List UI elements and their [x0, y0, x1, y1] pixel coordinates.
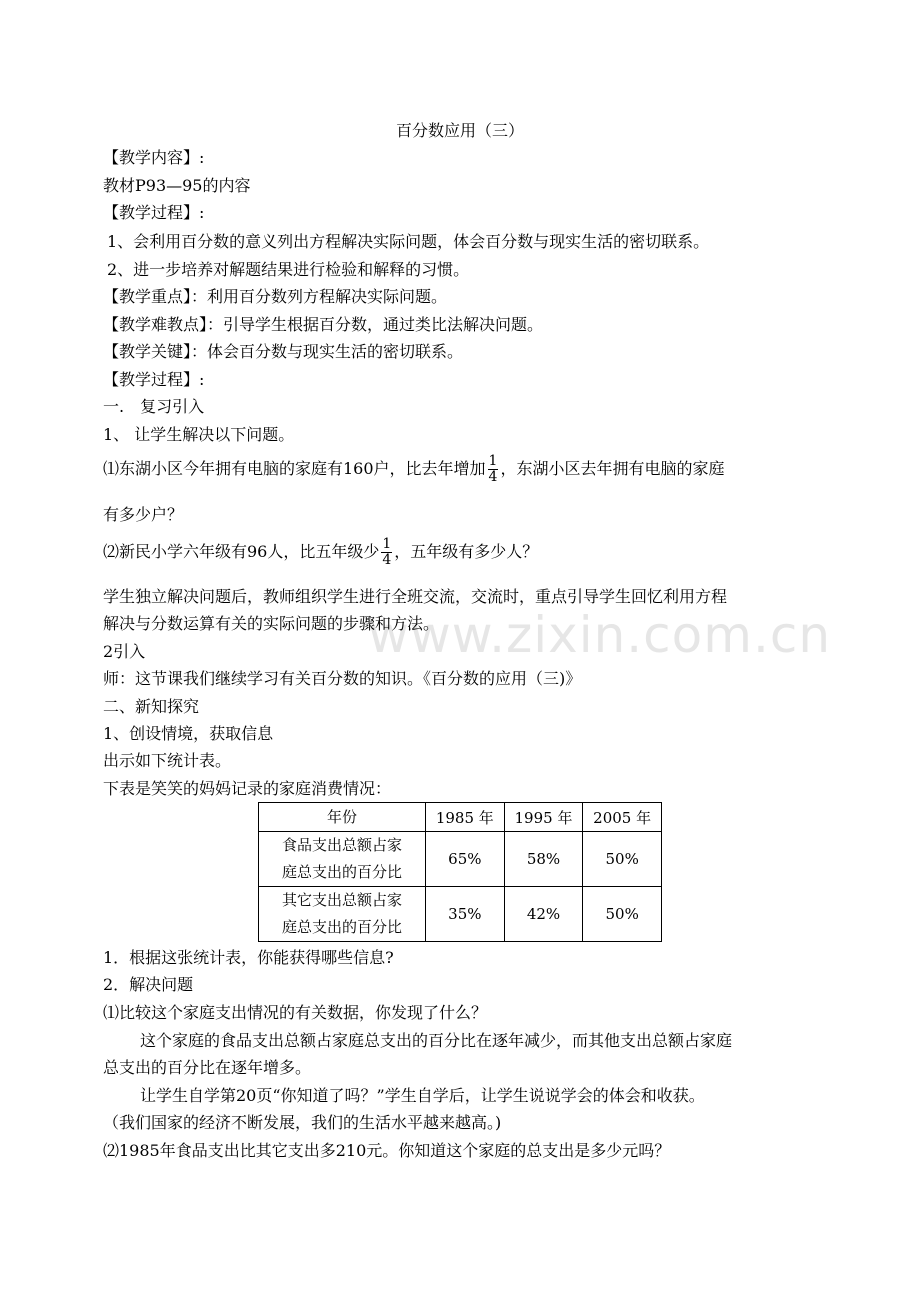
- section-heading-process: 【教学过程】:: [103, 203, 205, 222]
- table-cell: 65%: [426, 832, 505, 887]
- table-cell: 50%: [583, 832, 662, 887]
- difficult-point: 【教学难教点】：引导学生根据百分数，通过类比法解决问题。: [103, 315, 544, 334]
- page-title: 百分数应用（三）: [395, 121, 524, 140]
- table-row: [259, 887, 662, 942]
- table-cell: 50%: [583, 887, 662, 942]
- text-line: 2引入: [103, 642, 146, 661]
- table-row-label: 食品支出总额占家 庭总支出的百分比: [259, 832, 426, 887]
- table-header-cell: 1985 年: [426, 803, 505, 832]
- table-row-label: 其它支出总额占家 庭总支出的百分比: [259, 887, 426, 942]
- table-cell: 42%: [504, 887, 583, 942]
- text-line: 这个家庭的食品支出总额占家庭总支出的百分比在逐年减少，而其他支出总额占家庭: [140, 1031, 733, 1050]
- text-line: ⑴比较这个家庭支出情况的有关数据，你发现了什么？: [103, 1003, 488, 1022]
- text-line: ⑵1985年食品支出比其它支出多210元。你知道这个家庭的总支出是多少元吗？: [103, 1141, 671, 1160]
- question-2-part-b: ，五年级有多少人？: [394, 542, 539, 561]
- objective-1: 1、会利用百分数的意义列出方程解决实际问题，体会百分数与现实生活的密切联系。: [107, 232, 710, 251]
- text-line: 总支出的百分比在逐年增多。: [103, 1058, 312, 1077]
- question-1-continued: 有多少户？: [103, 505, 184, 524]
- text-line: 1、 让学生解决以下问题。: [103, 425, 295, 444]
- text-line: 让学生自学第20页“你知道了吗？”学生自学后，让学生说说学会的体会和收获。: [140, 1086, 705, 1105]
- table-header-cell: 2005 年: [583, 803, 662, 832]
- question-1-part-a: ⑴东湖小区今年拥有电脑的家庭有160户，比去年增加: [103, 459, 486, 478]
- question-1-part-b: ，东湖小区去年拥有电脑的家庭: [500, 459, 725, 478]
- text-line: 出示如下统计表。: [103, 751, 232, 770]
- question-2-part-a: ⑵新民小学六年级有96人，比五年级少: [103, 542, 380, 561]
- objective-2: 2、进一步培养对解题结果进行检验和解释的习惯。: [107, 260, 470, 279]
- key-point: 【教学重点】：利用百分数列方程解决实际问题。: [103, 287, 448, 306]
- text-line: 师：这节课我们继续学习有关百分数的知识。《百分数的应用（三)》: [103, 669, 582, 688]
- watermark: www.zixin.com.cn: [368, 606, 832, 664]
- text-line: 解决与分数运算有关的实际问题的步骤和方法。: [103, 614, 440, 633]
- part-one-heading: 一. 复习引入: [103, 397, 205, 416]
- text-line: 2．解决问题: [103, 975, 194, 994]
- table-cell: 58%: [504, 832, 583, 887]
- question-2: [103, 537, 538, 568]
- table-row: [259, 832, 662, 887]
- table-cell: 35%: [426, 887, 505, 942]
- table-header-cell: 1995 年: [504, 803, 583, 832]
- table-header-cell: 年份: [259, 803, 426, 832]
- text-line: 学生独立解决问题后，教师组织学生进行全班交流，交流时，重点引导学生回忆利用方程: [103, 587, 728, 606]
- text-line: 下表是笑笑的妈妈记录的家庭消费情况：: [103, 779, 392, 798]
- fraction-one-quarter: $\frac{1}{4}$: [488, 453, 498, 485]
- text-line: 1．根据这张统计表，你能获得哪些信息?: [103, 948, 394, 967]
- fraction-one-quarter: $\frac{1}{4}$: [382, 536, 392, 568]
- text-line: （我们国家的经济不断发展，我们的生活水平越来越高。): [103, 1113, 502, 1132]
- part-two-heading: 二、新知探究: [103, 697, 200, 716]
- text-line: 1、创设情境，获取信息: [103, 724, 274, 743]
- table-header-row: [259, 803, 662, 832]
- text-line: 教材P93—95的内容: [103, 176, 251, 195]
- key-insight: 【教学关键】：体会百分数与现实生活的密切联系。: [103, 342, 464, 361]
- consumption-table: [258, 802, 662, 942]
- section-heading-content: 【教学内容】:: [103, 148, 205, 167]
- question-1: [103, 454, 724, 485]
- section-heading-process-2: 【教学过程】:: [103, 370, 205, 389]
